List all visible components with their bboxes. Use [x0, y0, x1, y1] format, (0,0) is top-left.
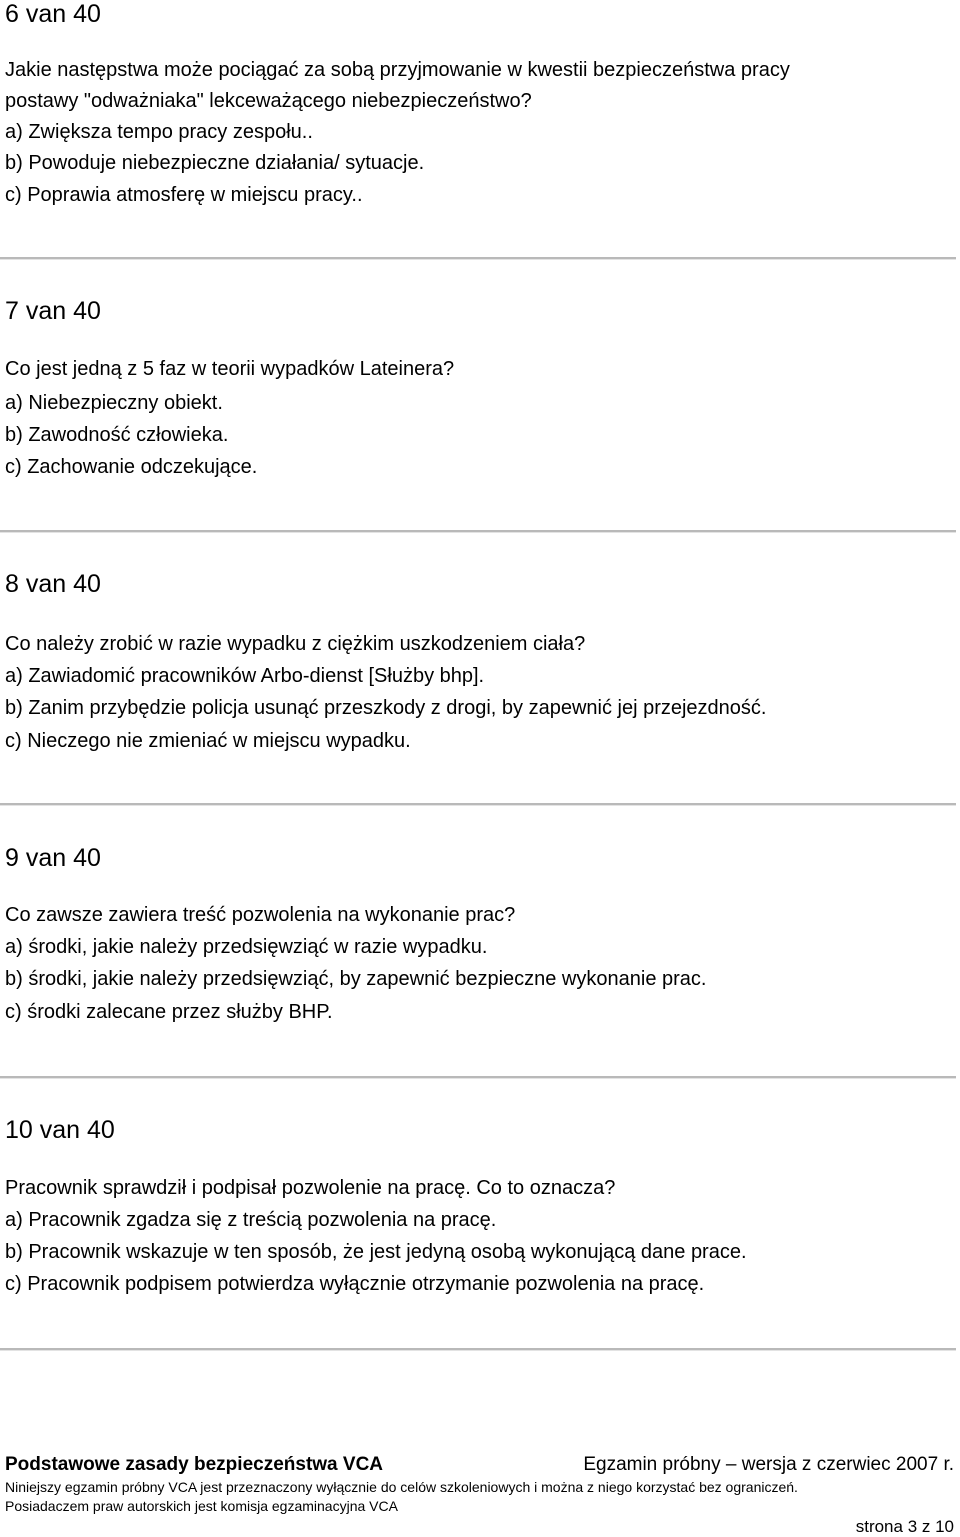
question-number: 9 van 40: [5, 844, 101, 872]
footer-copyright: Posiadaczem praw autorskich jest komisja egzaminacyjna VCA: [5, 1498, 398, 1514]
question-text: Co należy zrobić w razie wypadku z ciężkim uszkodzeniem ciała?: [5, 633, 586, 655]
question-number: 6 van 40: [5, 0, 101, 28]
footer-title: Podstawowe zasady bezpieczeństwa VCA: [5, 1454, 384, 1475]
answer-option: b) Powoduje niebezpieczne działania/ sytuacje.: [5, 152, 425, 174]
answer-option: b) środki, jakie należy przedsięwziąć, by zapewnić bezpieczne wykonanie prac.: [5, 968, 707, 990]
answer-option: c) Poprawia atmosferę w miejscu pracy..: [5, 184, 363, 206]
answer-option: a) Zwiększa tempo pracy zespołu..: [5, 121, 313, 143]
question-text: Co zawsze zawiera treść pozwolenia na wykonanie prac?: [5, 904, 516, 926]
answer-option: b) Zawodność człowieka.: [5, 424, 229, 446]
answer-option: b) Zanim przybędzie policja usunąć przeszkody z drogi, by zapewnić jej przejezdność.: [5, 697, 767, 719]
answer-option: a) Zawiadomić pracowników Arbo-dienst [Służby bhp].: [5, 665, 485, 687]
footer-version: Egzamin próbny – wersja z czerwiec 2007 r.: [583, 1454, 954, 1475]
question-divider: [0, 1076, 956, 1079]
question-divider: [0, 1348, 956, 1351]
question-number: 10 van 40: [5, 1116, 115, 1144]
question-divider: [0, 257, 956, 260]
question-number: 7 van 40: [5, 297, 101, 325]
answer-option: c) Pracownik podpisem potwierdza wyłącznie otrzymanie pozwolenia na pracę.: [5, 1273, 705, 1295]
question-divider: [0, 803, 956, 806]
question-divider: [0, 530, 956, 533]
page-number: strona 3 z 10: [855, 1517, 954, 1536]
answer-option: a) środki, jakie należy przedsięwziąć w razie wypadku.: [5, 936, 488, 958]
answer-option: c) środki zalecane przez służby BHP.: [5, 1001, 333, 1023]
answer-option: c) Nieczego nie zmieniać w miejscu wypadku.: [5, 730, 411, 752]
footer-disclaimer: Niniejszy egzamin próbny VCA jest przeznaczony wyłącznie do celów szkoleniowych i można z niego korzystać bez ograniczeń.: [5, 1479, 798, 1495]
question-text: Pracownik sprawdził i podpisał pozwolenie na pracę. Co to oznacza?: [5, 1177, 616, 1199]
question-text: Co jest jedną z 5 faz w teorii wypadków Lateinera?: [5, 358, 455, 380]
question-number: 8 van 40: [5, 570, 101, 598]
question-text: postawy "odważniaka" lekceważącego niebezpieczeństwo?: [5, 90, 532, 112]
answer-option: c) Zachowanie odczekujące.: [5, 456, 258, 478]
question-text: Jakie następstwa może pociągać za sobą przyjmowanie w kwestii bezpieczeństwa pracy: [5, 59, 790, 81]
answer-option: a) Niebezpieczny obiekt.: [5, 392, 223, 414]
answer-option: b) Pracownik wskazuje w ten sposób, że jest jedyną osobą wykonującą dane prace.: [5, 1241, 747, 1263]
answer-option: a) Pracownik zgadza się z treścią pozwolenia na pracę.: [5, 1209, 497, 1231]
